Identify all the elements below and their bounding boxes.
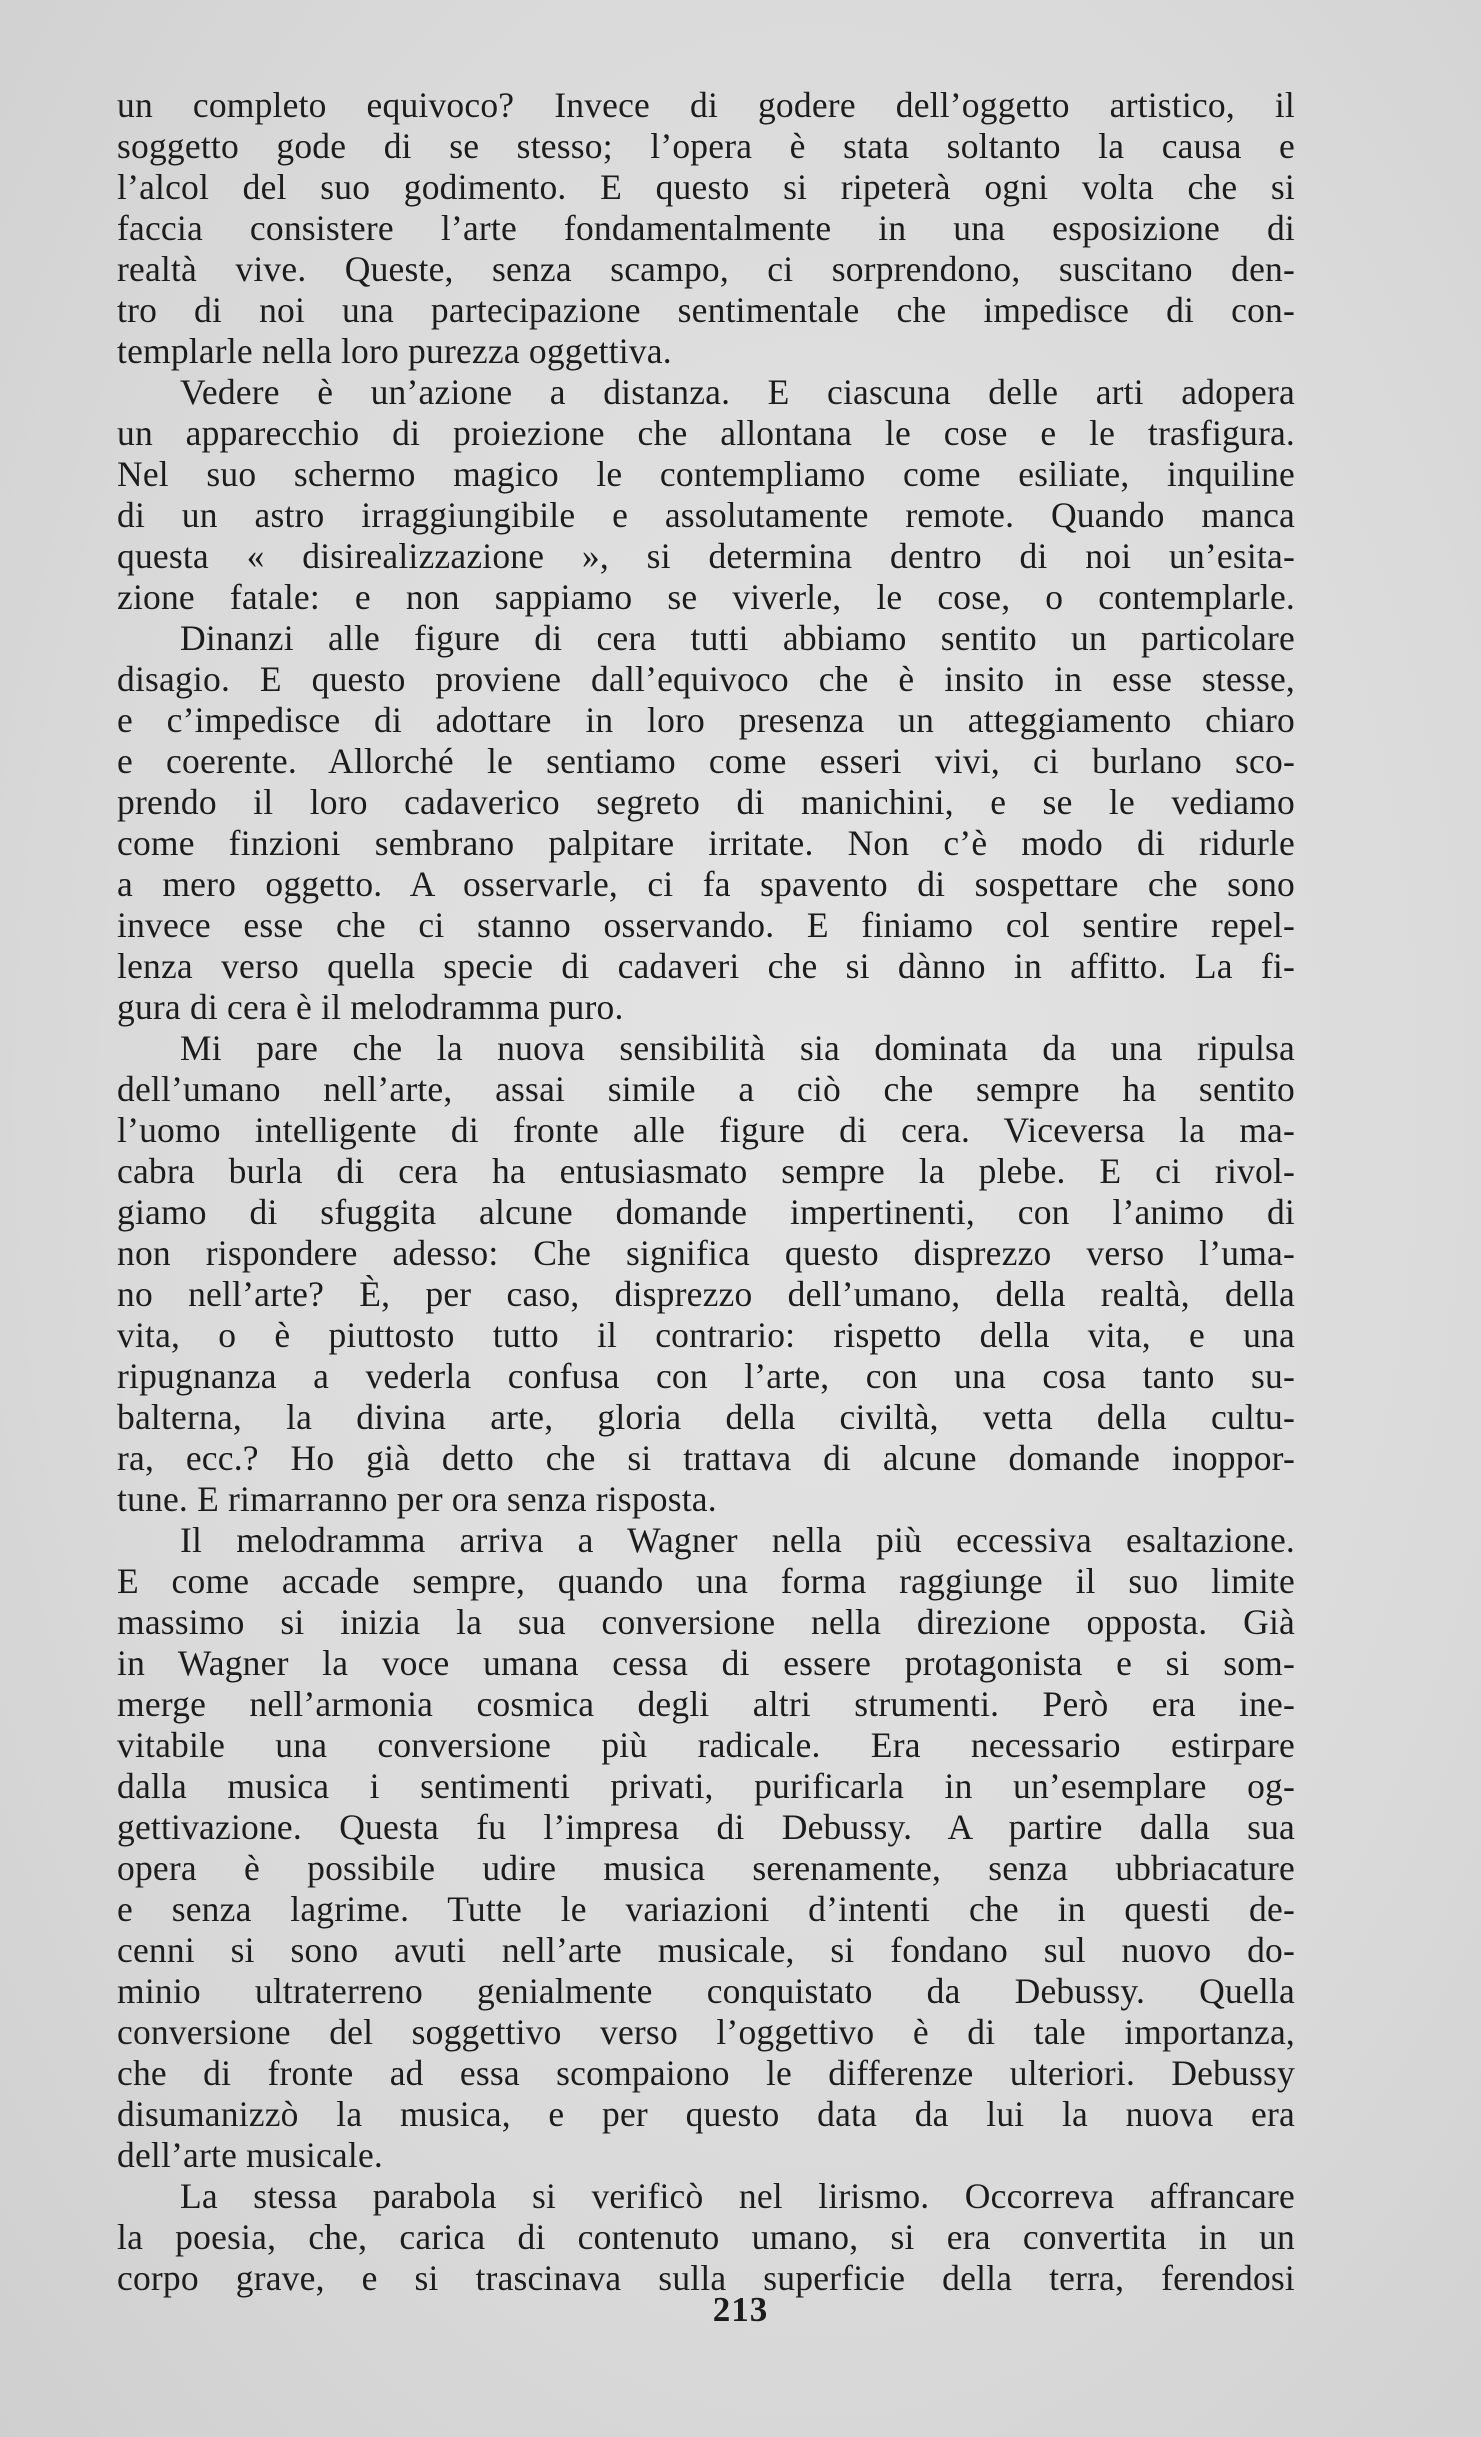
text-line: un apparecchio di proiezione che allontana le cose e le trasfigura. bbox=[117, 413, 1295, 453]
text-line: come finzioni sembrano palpitare irritate. Non c’è modo di ridurle bbox=[117, 823, 1295, 863]
text-line: l’alcol del suo godimento. E questo si ripeterà ogni volta che si bbox=[117, 167, 1295, 207]
text-line: realtà vive. Queste, senza scampo, ci sorprendono, suscitano den- bbox=[117, 249, 1295, 289]
text-line: tro di noi una partecipazione sentimentale che impedisce di con- bbox=[117, 290, 1295, 330]
text-line: la poesia, che, carica di contenuto umano, si era convertita in un bbox=[117, 2217, 1295, 2257]
text-line: minio ultraterreno genialmente conquistato da Debussy. Quella bbox=[117, 1971, 1295, 2011]
text-line: ripugnanza a vederla confusa con l’arte, con una cosa tanto su- bbox=[117, 1356, 1295, 1396]
body-text bbox=[117, 85, 1295, 2299]
text-line: giamo di sfuggita alcune domande impertinenti, con l’animo di bbox=[117, 1192, 1295, 1232]
text-line: l’uomo intelligente di fronte alle figure di cera. Viceversa la ma- bbox=[117, 1110, 1295, 1150]
text-line: Mi pare che la nuova sensibilità sia dominata da una ripulsa bbox=[180, 1028, 1295, 1068]
text-line: faccia consistere l’arte fondamentalmente in una esposizione di bbox=[117, 208, 1295, 248]
text-line: E come accade sempre, quando una forma raggiunge il suo limite bbox=[117, 1561, 1295, 1601]
text-line: in Wagner la voce umana cessa di essere protagonista e si som- bbox=[117, 1643, 1295, 1683]
text-line: vitabile una conversione più radicale. Era necessario estirpare bbox=[117, 1725, 1295, 1765]
text-line: soggetto gode di se stesso; l’opera è stata soltanto la causa e bbox=[117, 126, 1295, 166]
text-line: non rispondere adesso: Che significa questo disprezzo verso l’uma- bbox=[117, 1233, 1295, 1273]
text-line: zione fatale: e non sappiamo se viverle, le cose, o contemplarle. bbox=[117, 577, 1295, 617]
text-line: vita, o è piuttosto tutto il contrario: rispetto della vita, e una bbox=[117, 1315, 1295, 1355]
text-line: disagio. E questo proviene dall’equivoco che è insito in esse stesse, bbox=[117, 659, 1295, 699]
page-number: 213 bbox=[712, 2290, 769, 2329]
text-line: tune. E rimarranno per ora senza risposta. bbox=[117, 1479, 717, 1519]
text-line: questa « disirealizzazione », si determina dentro di noi un’esita- bbox=[117, 536, 1295, 576]
text-line: un completo equivoco? Invece di godere dell’oggetto artistico, il bbox=[117, 85, 1295, 125]
text-line: balterna, la divina arte, gloria della civiltà, vetta della cultu- bbox=[117, 1397, 1295, 1437]
text-line: cenni si sono avuti nell’arte musicale, si fondano sul nuovo do- bbox=[117, 1930, 1295, 1970]
text-line: dell’umano nell’arte, assai simile a ciò che sempre ha sentito bbox=[117, 1069, 1295, 1109]
text-line: che di fronte ad essa scompaiono le differenze ulteriori. Debussy bbox=[117, 2053, 1295, 2093]
text-line: La stessa parabola si verificò nel lirismo. Occorreva affrancare bbox=[180, 2176, 1295, 2216]
text-line: Vedere è un’azione a distanza. E ciascuna delle arti adopera bbox=[180, 372, 1295, 412]
text-line: lenza verso quella specie di cadaveri che si dànno in affitto. La fi- bbox=[117, 946, 1295, 986]
text-line: disumanizzò la musica, e per questo data da lui la nuova era bbox=[117, 2094, 1295, 2134]
text-line: gura di cera è il melodramma puro. bbox=[117, 987, 624, 1027]
text-line: corpo grave, e si trascinava sulla superficie della terra, ferendosi bbox=[117, 2258, 1295, 2298]
text-line: opera è possibile udire musica serenamente, senza ubbriacature bbox=[117, 1848, 1295, 1888]
text-line: prendo il loro cadaverico segreto di manichini, e se le vediamo bbox=[117, 782, 1295, 822]
text-line: invece esse che ci stanno osservando. E finiamo col sentire repel- bbox=[117, 905, 1295, 945]
text-line: e coerente. Allorché le sentiamo come esseri vivi, ci burlano sco- bbox=[117, 741, 1295, 781]
text-line: templarle nella loro purezza oggettiva. bbox=[117, 331, 672, 371]
text-line: massimo si inizia la sua conversione nella direzione opposta. Già bbox=[117, 1602, 1295, 1642]
text-line: Nel suo schermo magico le contempliamo come esiliate, inquiline bbox=[117, 454, 1295, 494]
text-line: di un astro irraggiungibile e assolutamente remote. Quando manca bbox=[117, 495, 1295, 535]
text-line: dell’arte musicale. bbox=[117, 2135, 383, 2175]
text-line: Dinanzi alle figure di cera tutti abbiamo sentito un particolare bbox=[180, 618, 1295, 658]
text-line: merge nell’armonia cosmica degli altri strumenti. Però era ine- bbox=[117, 1684, 1295, 1724]
text-line: ra, ecc.? Ho già detto che si trattava di alcune domande inoppor- bbox=[117, 1438, 1295, 1478]
text-line: cabra burla di cera ha entusiasmato sempre la plebe. E ci rivol- bbox=[117, 1151, 1295, 1191]
text-line: dalla musica i sentimenti privati, purificarla in un’esemplare og- bbox=[117, 1766, 1295, 1806]
text-line: gettivazione. Questa fu l’impresa di Debussy. A partire dalla sua bbox=[117, 1807, 1295, 1847]
text-line: Il melodramma arriva a Wagner nella più eccessiva esaltazione. bbox=[180, 1520, 1295, 1560]
text-line: no nell’arte? È, per caso, disprezzo dell’umano, della realtà, della bbox=[117, 1274, 1295, 1314]
text-line: conversione del soggettivo verso l’oggettivo è di tale importanza, bbox=[117, 2012, 1295, 2052]
text-line: e c’impedisce di adottare in loro presenza un atteggiamento chiaro bbox=[117, 700, 1295, 740]
text-line: e senza lagrime. Tutte le variazioni d’intenti che in questi de- bbox=[117, 1889, 1295, 1929]
text-line: a mero oggetto. A osservarle, ci fa spavento di sospettare che sono bbox=[117, 864, 1295, 904]
